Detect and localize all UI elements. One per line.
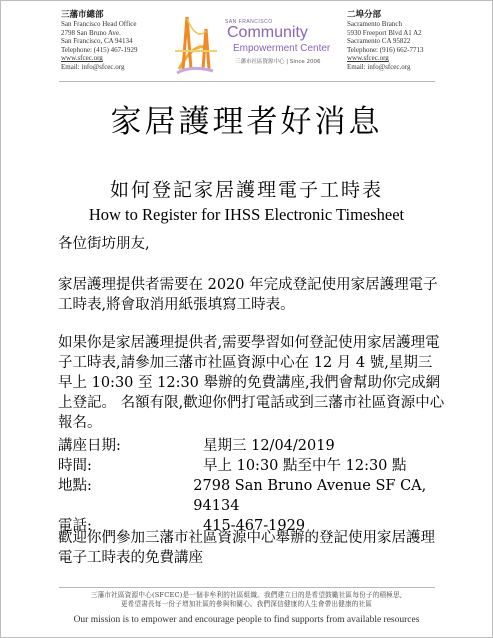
detail-value: 早上 10:30 點至中午 12:30 點 [203, 458, 407, 474]
logo-chinese-name: 三藩市社區資源中心 | Since 2006 [235, 59, 321, 65]
event-detail-row [58, 436, 458, 456]
header-right-address [347, 9, 424, 72]
header-left-address [61, 9, 138, 72]
page-title: 家居護理者好消息 [110, 104, 383, 140]
detail-value: 415-467-1929 [203, 518, 306, 534]
subtitle-english: How to Register for IHSS Electronic Timesheet [88, 205, 405, 224]
closing-paragraph: 歡迎你們參加三藩市社區資源中心舉辦的登記使用家居護理電子工時表的免費講座 [58, 530, 435, 566]
logo-community: Community [227, 24, 308, 41]
greeting: 各位街坊朋友, [58, 236, 150, 252]
header-right-line: Telephone: (916) 662-7713 [347, 45, 424, 54]
header-left-line: 2798 San Bruno Ave. [61, 28, 121, 37]
event-detail-row [58, 476, 458, 516]
header-right-email: Email: info@sfcec.org [347, 62, 411, 71]
header-right-line: Sacramento Branch [347, 20, 403, 28]
header-right-title: 二埠分部 [347, 9, 382, 19]
logo-small-text: SAN FRANCISCO [225, 19, 273, 25]
header-left-email: Email: info@sfcec.org [61, 62, 125, 71]
detail-value: 2798 San Bruno Avenue SF CA, 94134 [193, 478, 427, 514]
header-divider [59, 81, 435, 82]
footer-mission: Our mission is to empower and encourage people to find supports from available resources [73, 615, 420, 625]
footer-chinese-line: 三藩市社區資源中心(SFCEC)是一個非牟利的社區組織。我們建立目的是希望鼓勵社區每份子的積極思, [90, 591, 403, 599]
header-left-line: Telephone: (415) 467-1929 [61, 45, 138, 54]
header-right-url[interactable]: www.sfcec.org [347, 54, 389, 63]
footer-chinese [1, 591, 492, 609]
paragraph-notice: 家居護理提供者需要在 2020 年完成登記使用家居護理電子工時表,將會取消用紙張填寫工時表。 [58, 277, 438, 313]
event-details [58, 436, 458, 536]
detail-label: 地點: [58, 478, 92, 494]
detail-label: 講座日期: [58, 438, 121, 454]
header-right-line: 5930 Freeport Blvd A1 A2 [347, 28, 422, 37]
header-left-title: 三藩市總部 [61, 9, 104, 19]
detail-value: 星期三 12/04/2019 [203, 438, 335, 454]
logo-empowerment-center: Empowerment Center [233, 43, 331, 54]
header-left-line: San Francisco Head Office [61, 20, 137, 28]
header-left-url[interactable]: www.sfcec.org [61, 54, 103, 63]
subtitle-chinese: 如何登記家居護理電子工時表 [109, 179, 383, 201]
golden-gate-bridge-icon [173, 7, 233, 75]
event-detail-row [58, 456, 458, 476]
paragraph-workshop: 如果你是家居護理提供者,需要學習如何登記使用家居護理電子工時表,請參加三藩市社區資源中心在 12 月 4 號,星期三早上 10:30 至 12:30 舉辦的免費講座,我們會幫助你完成網上登記。 名額有限,歡迎你們打電話或到三藩市社區資源中心報名。 [58, 335, 445, 431]
header-right-line: Sacramento CA 95822 [347, 37, 411, 46]
footer-divider [59, 587, 435, 588]
header-left-line: San Francisco, CA 94134 [61, 37, 133, 46]
sfcec-logo [173, 7, 333, 75]
detail-label: 時間: [58, 458, 92, 474]
footer-chinese-line: 更希望書長每一份子增加社區的參與和關心。我們深信健康的人生會帶出健康的社區 [120, 600, 373, 608]
detail-label: 電話: [58, 518, 92, 534]
